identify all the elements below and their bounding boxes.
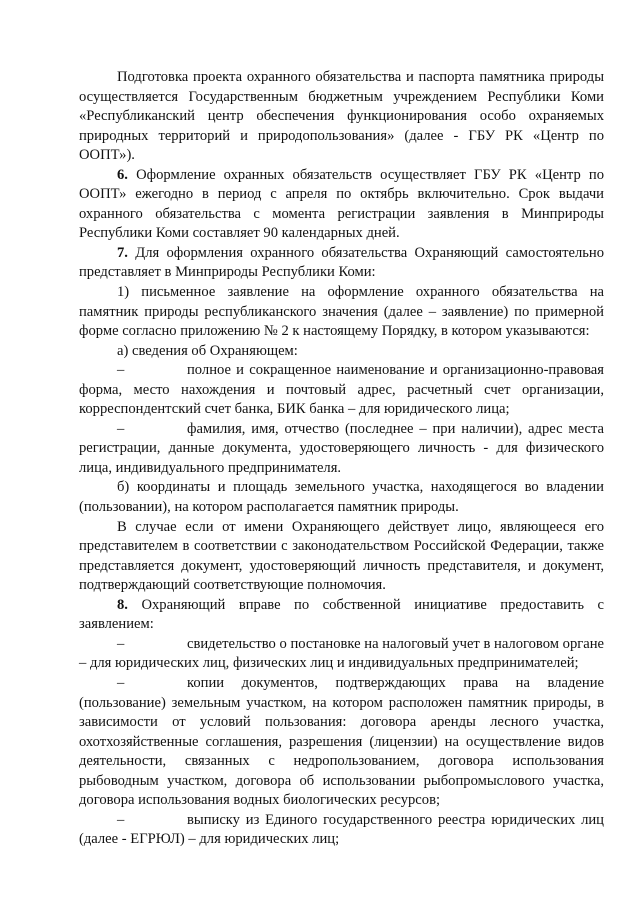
paragraph-item-6 [79, 166, 604, 244]
dash-bullet: – [117, 420, 125, 437]
paragraph-text: свидетельство о постановке на налоговый учет в налоговом органе – для юридических лиц, физических лиц и индивидуальных предпринимателей; [79, 635, 604, 672]
paragraph-item-8 [79, 596, 604, 635]
paragraph-text: б) координаты и площадь земельного участка, находящегося во владении (пользовании), на котором располагается памятник природы. [79, 479, 604, 516]
paragraph-subitem-a [79, 342, 604, 362]
paragraph-text: 1) письменное заявление на оформление охранного обязательства на памятник природы республиканского значения (далее – заявление) по примерной форме согласно приложению № 2 к настоящему Порядку, в котором указываются: [79, 284, 604, 340]
paragraph-text: Охраняющий вправе по собственной инициативе предоставить с заявлением: [79, 596, 604, 633]
paragraph-text: выписку из Единого государственного реестра юридических лиц (далее - ЕГРЮЛ) – для юридических лиц; [79, 811, 604, 848]
paragraph-text: Подготовка проекта охранного обязательства и паспорта памятника природы осуществляется Государственным бюджетным учреждением Республики Коми «Республиканский центр обеспечения функционирования особо охраняемых природных территорий и природопользования» (далее - ГБУ РК «Центр по ООПТ»). [79, 69, 604, 164]
item-number: 7. [117, 244, 128, 261]
paragraph-text: В случае если от имени Охраняющего действует лицо, являющееся его представителем в соответствии с законодательством Российской Федерации, также представляется документ, удостоверяющий личность представителя, и документ, подтверждающий соответствующие полномочия. [79, 518, 604, 594]
dash-item-egrul [79, 811, 604, 850]
document-page [79, 68, 604, 850]
dash-item-tax-certificate [79, 635, 604, 674]
paragraph-subitem-1 [79, 283, 604, 342]
dash-item-legal-entity [79, 361, 604, 420]
dash-bullet: – [117, 362, 125, 379]
paragraph-text: а) сведения об Охраняющем: [117, 342, 298, 359]
paragraph-text: фамилия, имя, отчество (последнее – при наличии), адрес места регистрации, данные документа, удостоверяющего личность - для физического лица, индивидуального предпринимателя. [79, 420, 604, 476]
paragraph-subitem-b [79, 478, 604, 517]
dash-bullet: – [117, 635, 125, 652]
dash-bullet: – [117, 811, 125, 828]
paragraph-item-7 [79, 244, 604, 283]
item-number: 8. [117, 596, 128, 613]
item-number: 6. [117, 166, 128, 183]
dash-item-individual [79, 420, 604, 479]
paragraph-text: Оформление охранных обязательств осуществляет ГБУ РК «Центр по ООПТ» ежегодно в период с апреля по октябрь включительно. Срок выдачи охранного обязательства с момента регистрации заявления в Минприроды Республики Коми составляет 90 календарных дней. [79, 166, 604, 242]
paragraph-text: копии документов, подтверждающих права на владение (пользование) земельным участком, на котором расположен памятник природы, в зависимости от условий пользования: договора аренды лесного участка, охотхозяйственные соглашения, разрешения (лицензии) на осуществление видов деятельности, связанных с недропользованием, договора использования рыбоводным участком, договора об использовании рыбопромыслового участка, договора использования водных биологических ресурсов; [79, 674, 604, 809]
paragraph-text: полное и сокращенное наименование и организационно-правовая форма, место нахождения и почтовый адрес, расчетный счет организации, корреспондентский счет банка, БИК банка – для юридического лица; [79, 362, 604, 418]
paragraph-preparation [79, 68, 604, 166]
dash-bullet: – [117, 674, 125, 691]
dash-item-land-rights [79, 674, 604, 811]
paragraph-text: Для оформления охранного обязательства Охраняющий самостоятельно представляет в Минприроды Республики Коми: [79, 244, 604, 281]
paragraph-representative [79, 518, 604, 596]
